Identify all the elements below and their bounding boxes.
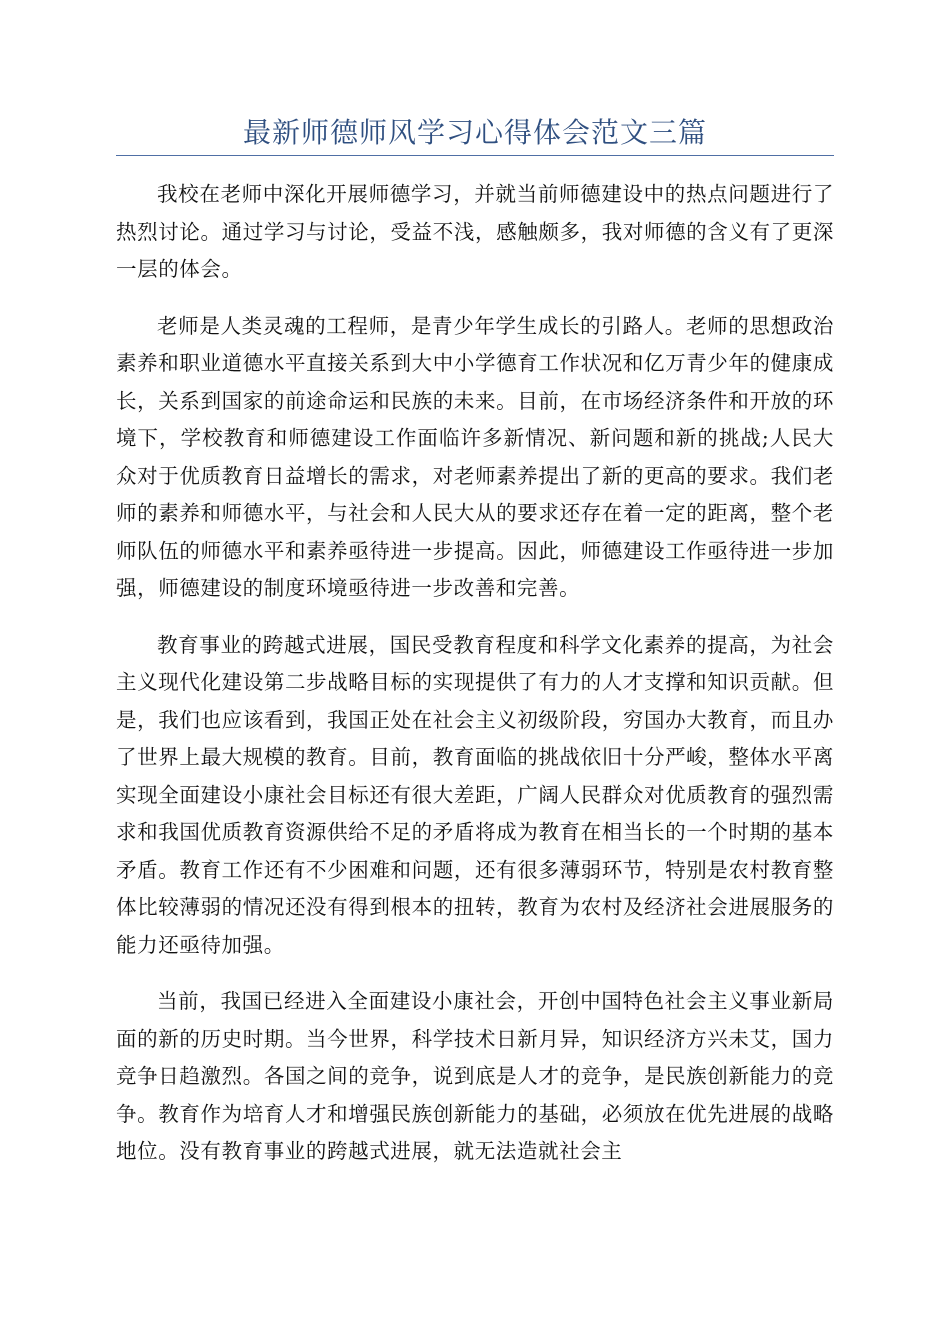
paragraph-4: 当前，我国已经进入全面建设小康社会，开创中国特色社会主义事业新局面的新的历史时期。当今世界，科学技术日新月异，知识经济方兴未艾，国力竞争日趋激烈。各国之间的竞争，说到底是人才的竞争，是民族创新能力的竞争。教育作为培育人才和增强民族创新能力的基础，必须放在优先进展的战略地位。没有教育事业的跨越式进展，就无法造就社会主 (116, 989, 834, 1163)
title-underline (116, 155, 834, 156)
document-body (116, 176, 834, 1190)
paragraph-1: 我校在老师中深化开展师德学习，并就当前师德建设中的热点问题进行了热烈讨论。通过学习与讨论，受益不浅，感触颇多，我对师德的含义有了更深一层的体会。 (116, 182, 834, 281)
paragraph-3: 教育事业的跨越式进展，国民受教育程度和科学文化素养的提高，为社会主义现代化建设第二步战略目标的实现提供了有力的人才支撑和知识贡献。但是，我们也应该看到，我国正处在社会主义初级阶段，穷国办大教育，而且办了世界上最大规模的教育。目前，教育面临的挑战依旧十分严峻，整体水平离实现全面建设小康社会目标还有很大差距，广阔人民群众对优质教育的强烈需求和我国优质教育资源供给不足的矛盾将成为教育在相当长的一个时期的基本矛盾。教育工作还有不少困难和问题，还有很多薄弱环节，特别是农村教育整体比较薄弱的情况还没有得到根本的扭转，教育为农村及经济社会进展服务的能力还亟待加强。 (116, 632, 834, 957)
page-title: 最新师德师风学习心得体会范文三篇 (242, 116, 707, 149)
paragraph-2: 老师是人类灵魂的工程师，是青少年学生成长的引路人。老师的思想政治素养和职业道德水平直接关系到大中小学德育工作状况和亿万青少年的健康成长，关系到国家的前途命运和民族的未来。目前，在市场经济条件和开放的环境下，学校教育和师德建设工作面临许多新情况、新问题和新的挑战;人民大众对于优质教育日益增长的需求，对老师素养提出了新的更高的要求。我们老师的素养和师德水平，与社会和人民大从的要求还存在着一定的距离，整个老师队伍的师德水平和素养亟待进一步提高。因此，师德建设工作亟待进一步加强，师德建设的制度环境亟待进一步改善和完善。 (116, 313, 834, 600)
